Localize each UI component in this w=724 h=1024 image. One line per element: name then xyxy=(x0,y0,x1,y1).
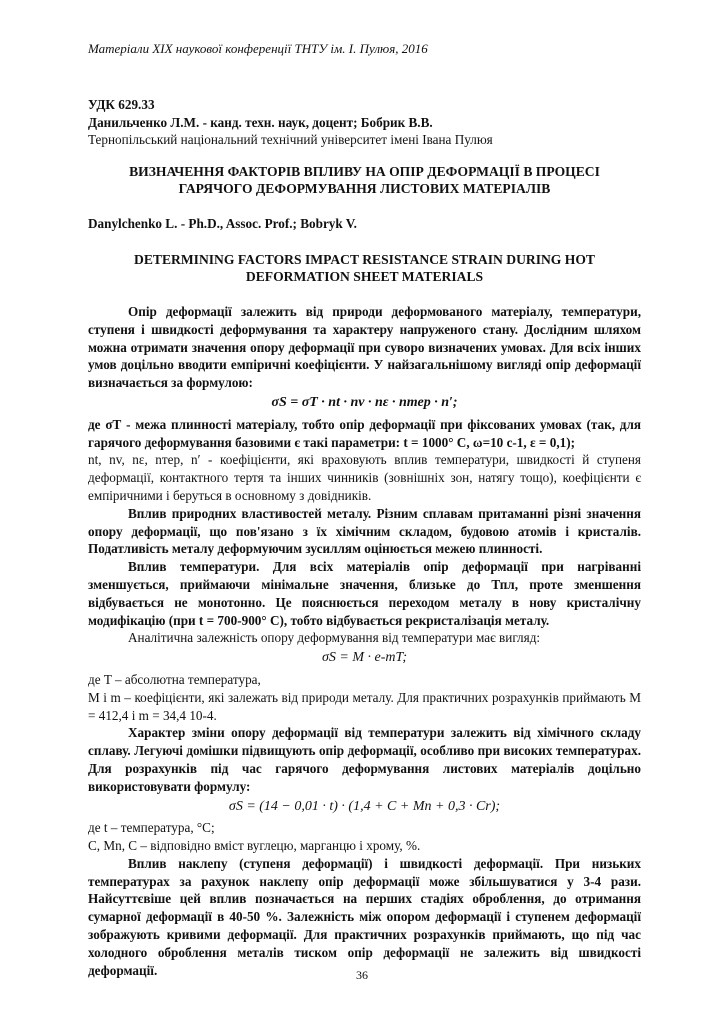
formula-yield-stress: σS = σT · nt · nv · nε · nтер · n′; xyxy=(271,394,458,410)
title-en: DETERMINING FACTORS IMPACT RESISTANCE STRAIN DURING HOT DEFORMATION SHEET MATERIALS xyxy=(134,251,595,284)
formula-temperature: σS = M · e-mT; xyxy=(321,650,408,666)
page-number: 36 xyxy=(356,968,368,982)
paragraph-intro: Опір деформації залежить від природи деформованого матеріалу, температури, ступеня і швидкості деформування та характеру напруженого стану. Дослідним шляхом можна отримати значення опору деформації при суворо визначених умовах. Для всіх інших умов доцільно вводити емпіричні коефіцієнти. У найзагальнішому вигляді опір деформації визначається за формулою: xyxy=(88,303,641,391)
paragraph-coefficients: nt, nv, nε, nтер, n′ - коефіцієнти, які враховують вплив температури, швидкості й ступеня деформації, контактного тертя та інших чинників (зовнішніх зон, натягу тощо), коефіцієнти є емпіричними і беруться в основному з довідників. xyxy=(88,452,641,503)
paragraph-sigma-t: де σТ - межа плинності матеріалу, тобто опір деформації при фіксованих умовах (так, для гарячого деформування базовими є такі параметри: t = 1000° C, ω=10 c-1, ε = 0,1); xyxy=(88,416,641,450)
formula-alloy: σS = (14 − 0,01 · t) · (1,4 + C + Mn + 0,3 · Cr); xyxy=(228,798,501,814)
authors-uk: Данильченко Л.М. - канд. техн. наук, доцент; Бобрик В.В. xyxy=(88,114,433,130)
paragraph-abs-temp: де T – абсолютна температура, xyxy=(88,671,261,687)
paragraph-work-hardening: Вплив наклепу (ступеня деформації) і швидкості деформації. При низьких температурах за рахунок наклепу опір деформації може збільшуватися у 3-4 рази. Найсуттєвіше цей вплив позначається на перших стадіях оброблення, до отримання сумарної деформації в 40-50 %. Залежність між опором деформації і ступенем деформації зображують кривими деформації. Для практичних розрахунків приймають, що під час холодного оброблення металів тиском опір деформації не залежить від швидкості деформації. xyxy=(88,855,641,978)
paragraph-temperature: Вплив температури. Для всіх матеріалів опір деформації при нагріванні зменшується, приймаючи мінімальне значення, близьке до Тпл, проте зменшення відбувається не монотонно. Це пояснюється переходом металу в нову кристалічну модифікацію (при t = 700-900° С), тобто відбувається рекристалізація металу. xyxy=(88,559,641,628)
paragraph-chem-composition: Характер зміни опору деформації від температури залежить від хімічного складу сплаву. Легуючі домішки підвищують опір деформації, особливо при високих температурах. Для розрахунків під час гарячого деформування листових матеріалів доцільно використовувати формулу: xyxy=(88,725,641,794)
udk-code: УДК 629.33 xyxy=(88,96,155,112)
paragraph-temp-def: де t – температура, °C; xyxy=(88,820,215,836)
paragraph-content-def: C, Mn, C – відповідно вміст вуглецю, марганцю і хрому, %. xyxy=(88,838,421,854)
paragraph-natural-properties: Вплив природних властивостей металу. Різним сплавам притаманні різні значення опору деформації, що пов'язано з їх хімічним складом, будовою атомів і кристалів. Податливість металу деформуючим зусиллям оцінюється межею плинності. xyxy=(88,505,641,557)
affiliation: Тернопільський національний технічний університет імені Івана Пулюя xyxy=(88,132,493,148)
document-page xyxy=(88,40,641,979)
authors-en: Danylchenko L. - Ph.D., Assoc. Prof.; Bobryk V. xyxy=(88,216,357,232)
paragraph-coeff-m: M і m – коефіцієнти, які залежать від природи металу. Для практичних розрахунків приймають M = 412,4 і m = 34,4 10-4. xyxy=(88,689,641,723)
conference-header: Матеріали XIX наукової конференції ТНТУ ім. І. Пулюя, 2016 xyxy=(88,41,428,56)
title-uk: ВИЗНАЧЕННЯ ФАКТОРІВ ВПЛИВУ НА ОПІР ДЕФОРМАЦІЇ В ПРОЦЕСІ ГАРЯЧОГО ДЕФОРМУВАННЯ ЛИСТОВИХ МАТЕРІАЛІВ xyxy=(129,164,600,197)
paragraph-analytic: Аналітична залежність опору деформування від температури має вигляд: xyxy=(128,630,541,646)
